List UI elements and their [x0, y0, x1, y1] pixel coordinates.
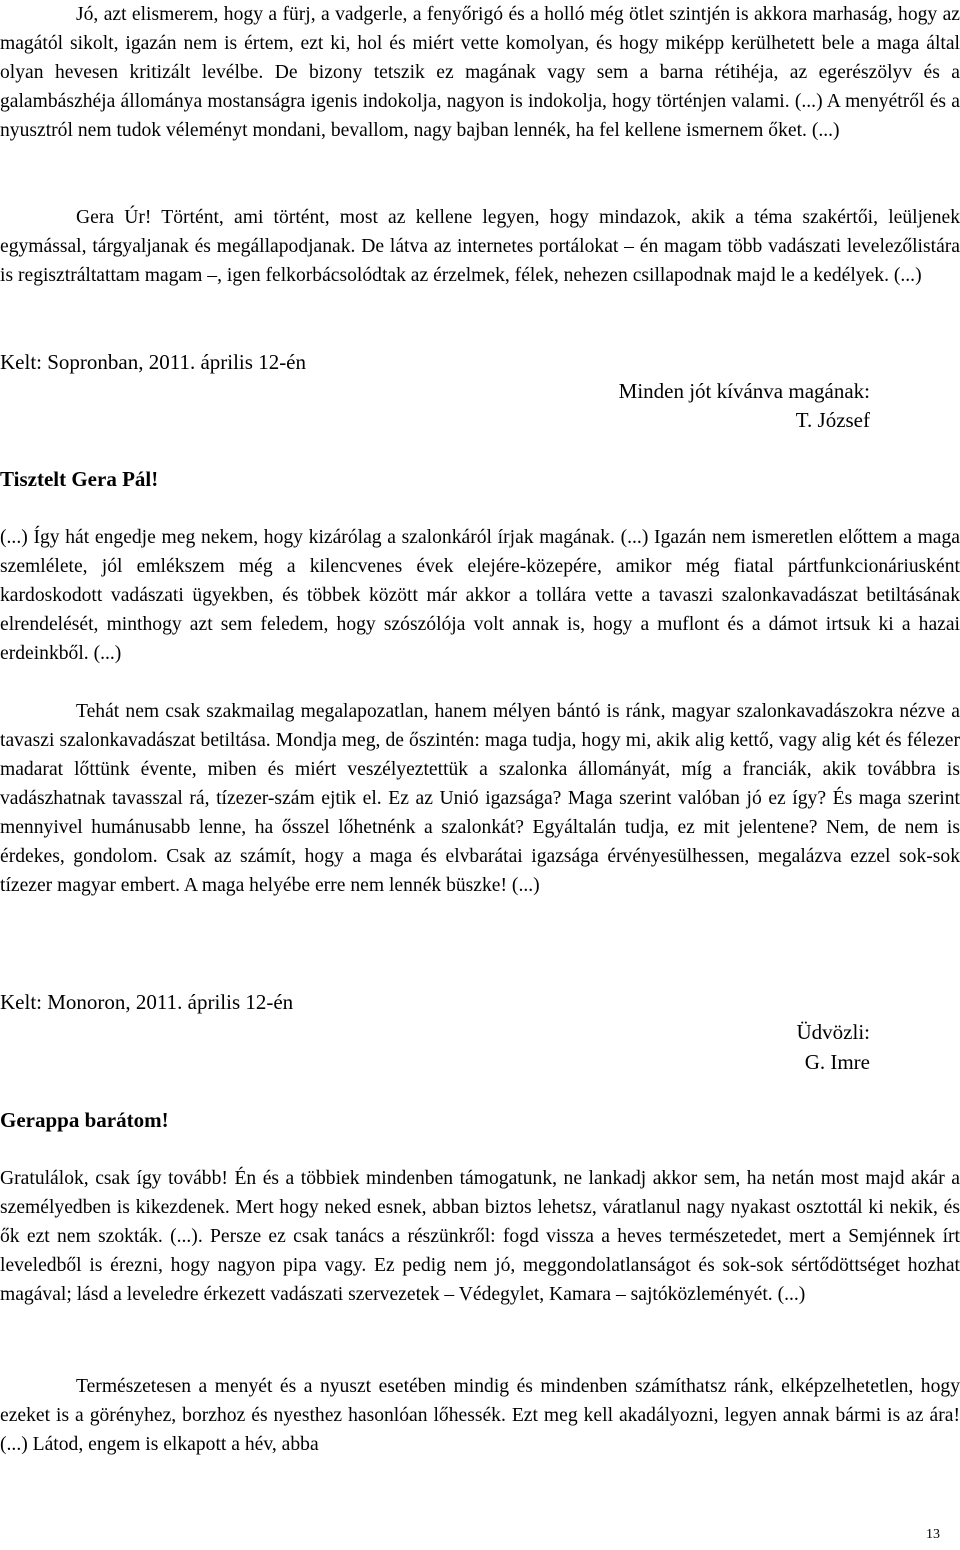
- letter2-paragraph-2: Tehát nem csak szakmailag megalapozatlan, hanem mélyen bántó is ránk, magyar szalonkavadászokra nézve a tavaszi szalonkavadászat betiltása. Mondja meg, de őszintén: maga tudja, hogy mi, akik alig kettő, vagy alig két és félezer madarat lőttünk évente, miben és miért veszélyeztettük a szalonka állományát, míg a franciák, akik továbbra is vadászhatnak tavasszal rá, tízezer-szám ejtik el. Ez az Unió igazsága? Maga szerint valóban jó ez így? És maga szerint mennyivel humánusabb lenne, ha ősszel lőhetnénk a szalonkát? Egyáltalán tudja, ez mit jelentene? Nem, de nem is érdekes, gondolom. Csak az számít, hogy a maga és elvbarátai igazsága érvényesülhessen, megalázva ezzel sok-sok tízezer magyar embert. A maga helyébe erre nem lennék büszke! (...): [0, 701, 960, 896]
- letter1-closing: Minden jót kívánva magának:: [618, 379, 870, 403]
- letter1-paragraph-2: Gera Úr! Történt, ami történt, most az kellene legyen, hogy mindazok, akik a téma szakértői, leüljenek egymással, tárgyaljanak és megállapodjanak. De látva az internetes portálokat – én magam több vadászati levelezőlistára is regisztráltattam magam –, igen felkorbácsolódtak az érzelmek, félek, nehezen csillapodnak majd le a kedélyek. (...): [0, 207, 960, 286]
- letter1-signature: T. József: [795, 408, 870, 432]
- letter2-date: Kelt: Monoron, 2011. április 12-én: [0, 990, 294, 1014]
- letter1-paragraph-1: Jó, azt elismerem, hogy a fürj, a vadgerle, a fenyőrigó és a holló még ötlet szintjén is akkora marhaság, hogy az magától sikolt, igazán nem is értem, ezt ki, hol és miért vette komolyan, és hogy miképp kerülhetett bele a maga által olyan hevesen kritizált levélbe. De bizony tetszik ez magának vagy sem a barna rétihéja, az egerészölyv és a galambászhéja állománya mostanságra igenis indokolja, nagyon is indokolja, hogy történjen valami. (...) A menyétről és a nyusztról nem tudok véleményt mondani, bevallom, nagy bajban lennék, ha fel kellene ismernem őket. (...): [0, 4, 960, 141]
- letter3-paragraph-2: Természetesen a menyét és a nyuszt esetében mindig és mindenben számíthatsz ránk, elképzelhetetlen, hogy ezeket is a görényhez, borzhoz és nyesthez hasonlóan lőhessék. Ezt meg kell akadályozni, legyen annak bármi is az ára! (...) Látod, engem is elkapott a hév, abba: [0, 1376, 960, 1455]
- page-number: 13: [926, 1527, 940, 1542]
- letter2-salutation: Tisztelt Gera Pál!: [0, 467, 159, 491]
- letter2-signature: G. Imre: [804, 1050, 870, 1074]
- letter3-salutation: Gerappa barátom!: [0, 1108, 169, 1132]
- letter2-paragraph-1: (...) Így hát engedje meg nekem, hogy kizárólag a szalonkáról írjak magának. (...) Igazán nem ismeretlen előttem a maga szemlélete, jól emlékszem még a kilencvenes évek elejére-közepére, amikor még fiatal pártfunkcionáriusként kardoskodott vadászati ügyekben, és többek között már akkor a tollára vette a tavaszi szalonkavadászat betiltásának elrendelését, minthogy azt sem feledem, hogy szószólója volt annak is, hogy a muflont és a dámot irtsuk ki a hazai erdeinkből. (...): [0, 527, 960, 664]
- letter1-date: Kelt: Sopronban, 2011. április 12-én: [0, 350, 307, 374]
- letter2-closing: Üdvözli:: [796, 1020, 870, 1044]
- letter3-paragraph-1: Gratulálok, csak így tovább! Én és a többiek mindenben támogatunk, ne lankadj akkor sem, ha netán most majd akár a személyedben is kikezdenek. Mert hogy neked esnek, abban biztos lehetsz, váratlanul nagy nyakast osztottál ki nekik, és ők ezt nem szokták. (...). Persze ez csak tanács a részünkről: fogd vissza a heves természetedet, mert a Semjénnek írt leveledből is érezni, hogy nagyon pipa vagy. Ez pedig nem jó, meggondolatlanságot és sok-sok sértődöttséget hozhat magával; lásd a leveledre érkezett vadászati szervezetek – Védegylet, Kamara – sajtóközleményét. (...): [0, 1168, 960, 1305]
